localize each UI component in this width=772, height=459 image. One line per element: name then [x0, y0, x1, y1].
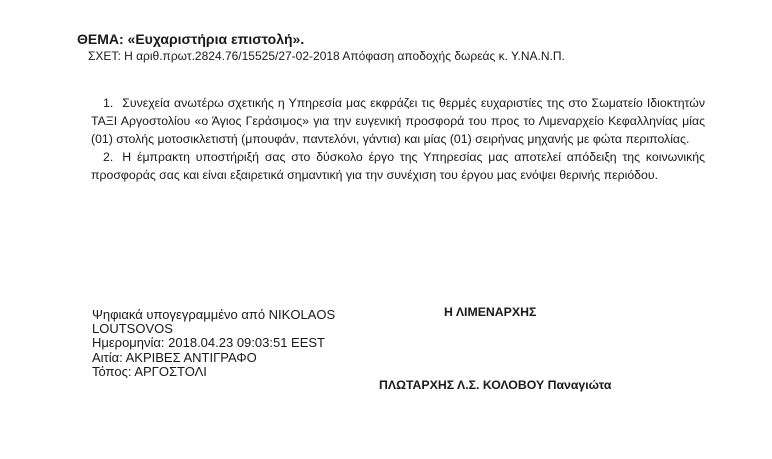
- document-subject: ΘΕΜΑ: «Ευχαριστήρια επιστολή».: [77, 31, 305, 47]
- paragraph-1: [91, 94, 705, 148]
- signed-by-text: Ψηφιακά υπογεγραμμένο από NIKOLAOS LOUTSOVOS: [92, 307, 339, 337]
- signature-location: Τόπος: ΑΡΓΟΣΤΟΛΙ: [92, 363, 207, 379]
- paragraph-number: 2.: [103, 150, 114, 164]
- paragraph-text: Συνεχεία ανωτέρω σχετικής η Υπηρεσία μας εκφράζει τις θερμές ευχαριστίες της στο Σωματείο Ιδιοκτητών ΤΑΞΙ Αργοστολίου «ο Άγιος Γεράσιμος» για την ευγενική προσφορά του προς το Λιμεναρχείο Κεφαλληνίας μίας (01) στολής μοτοσικλετιστή (μπουφάν, παντελόνι, γάντια) και μίας (01) σειρήνας μηχανής με φώτα περιπολίας.: [91, 96, 705, 146]
- document-reference: ΣΧΕΤ: Η αριθ.πρωτ.2824.76/15525/27-02-2018 Απόφαση αποδοχής δωρεάς κ. Υ.ΝΑ.Ν.Π.: [88, 49, 565, 63]
- paragraph-number: 1.: [103, 96, 114, 110]
- paragraph-text: Η έμπρακτη υποστήριξή σας στο δύσκολο έργο της Υπηρεσίας μας αποτελεί απόδειξη της κοινωνικής προσφοράς σας και είναι εξαιρετικά σημαντική για την συνέχιση του έργου μας ενόψει θερινής περιόδου.: [91, 150, 705, 182]
- signatory-role: Η ΛΙΜΕΝΑΡΧΗΣ: [444, 305, 537, 319]
- letter-body: [91, 94, 705, 184]
- digital-signature-block: [92, 308, 377, 379]
- paragraph-2: [91, 148, 705, 184]
- signatory-name: ΠΛΩΤΑΡΧΗΣ Λ.Σ. ΚΟΛΟΒΟΥ Παναγιώτα: [379, 378, 612, 392]
- signature-reason: Αιτία: ΑΚΡΙΒΕΣ ΑΝΤΙΓΡΑΦΟ: [92, 349, 257, 365]
- signature-date: Ημερομηνία: 2018.04.23 09:03:51 EEST: [92, 335, 325, 351]
